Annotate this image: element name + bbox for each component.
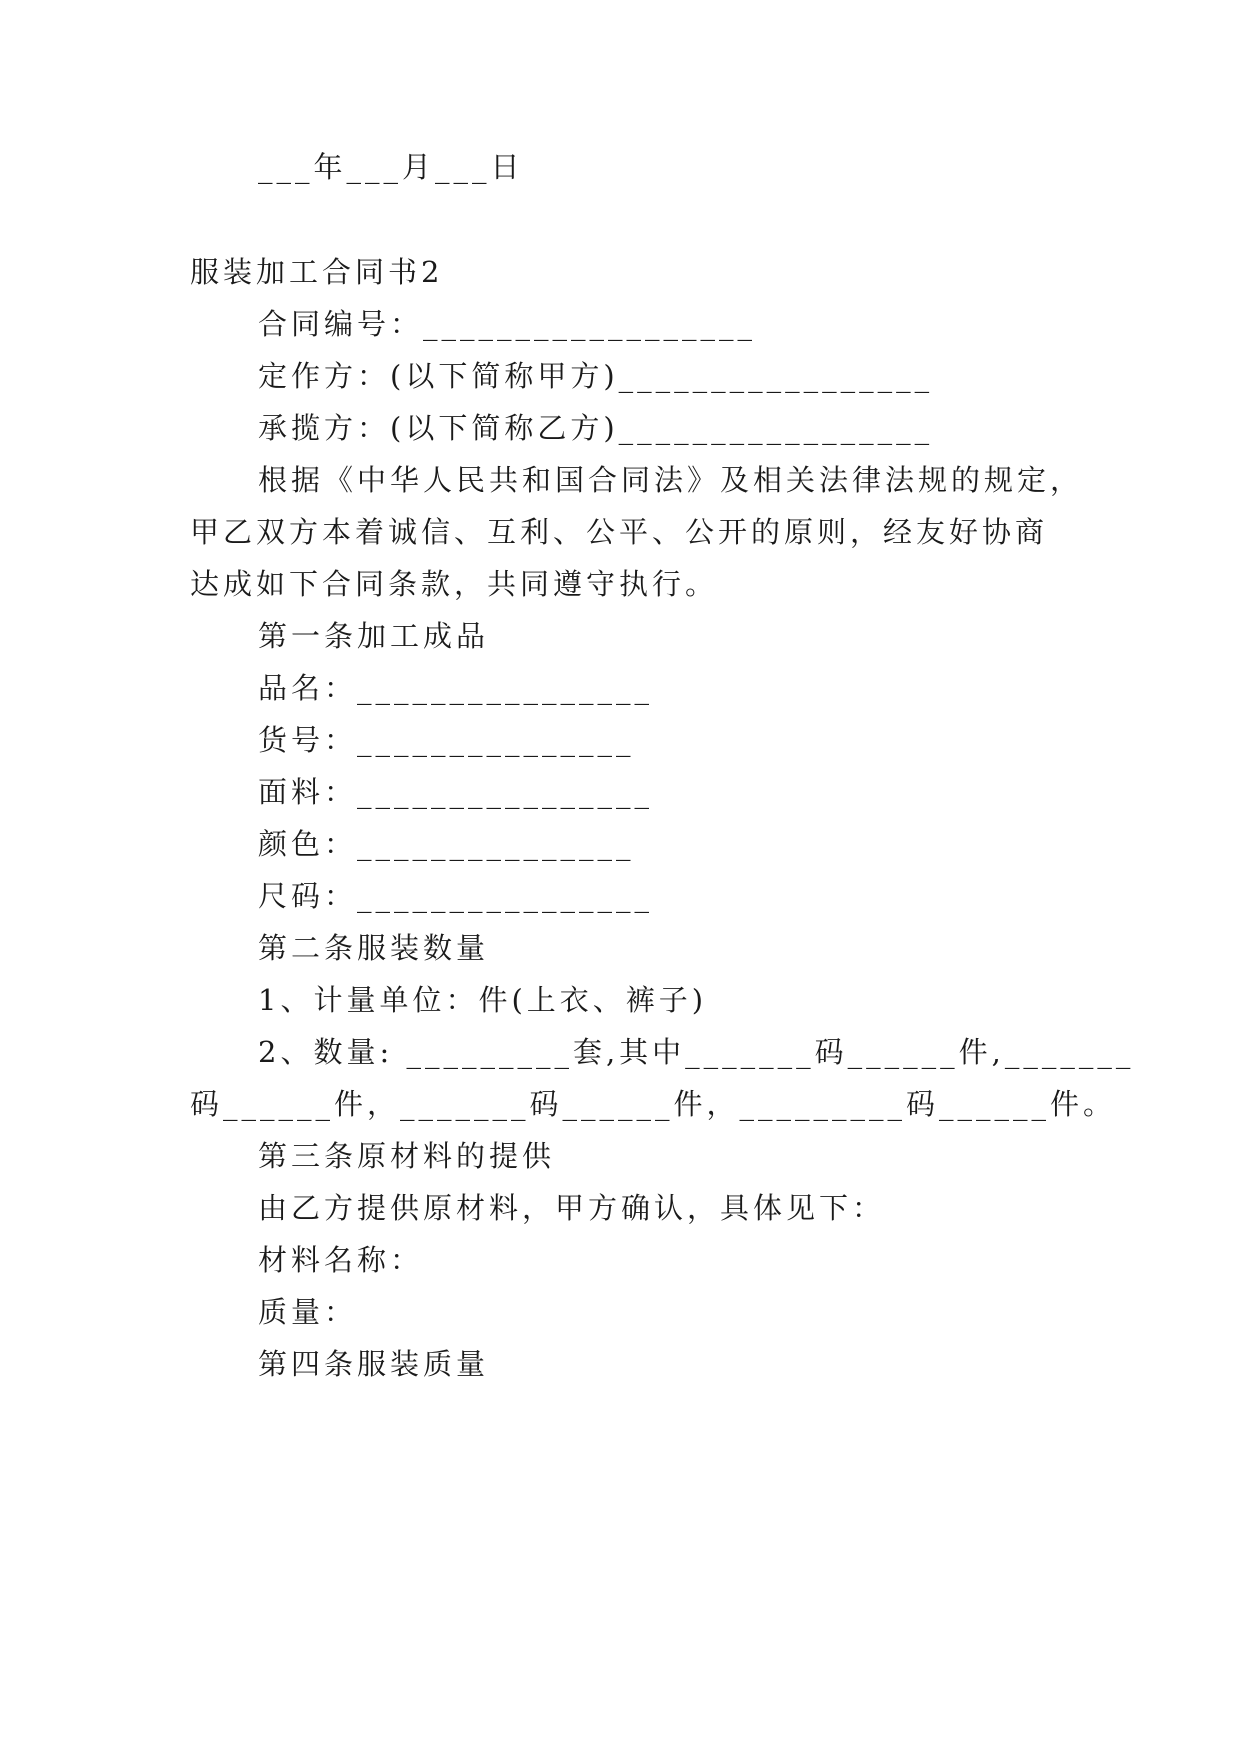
party-b-line: 承揽方：(以下简称乙方)_________________ bbox=[258, 411, 934, 445]
material-name-field: 材料名称： bbox=[258, 1243, 424, 1277]
size-field: 尺码：________________ bbox=[258, 879, 654, 913]
item-number-field: 货号：_______________ bbox=[258, 723, 635, 757]
quantity-line-2: 码______件，_______码______件，_________码______件。 bbox=[190, 1087, 1117, 1121]
document-title: 服装加工合同书2 bbox=[190, 255, 444, 289]
materials-intro: 由乙方提供原材料，甲方确认，具体见下： bbox=[258, 1191, 886, 1225]
article-2-heading: 第二条服装数量 bbox=[258, 931, 490, 965]
quality-field: 质量： bbox=[258, 1295, 358, 1329]
date-line: ___年___月___日 bbox=[258, 150, 524, 184]
preamble-line-2: 甲乙双方本着诚信、互利、公平、公开的原则，经友好协商 bbox=[190, 515, 1049, 549]
article-3-heading: 第三条原材料的提供 bbox=[258, 1139, 556, 1173]
preamble-line-3: 达成如下合同条款，共同遵守执行。 bbox=[190, 567, 719, 601]
quantity-line-1: 2、数量: _________套,其中_______码______件,_______ bbox=[258, 1035, 1135, 1069]
article-4-heading: 第四条服装质量 bbox=[258, 1347, 490, 1381]
party-a-line: 定作方：(以下简称甲方)_________________ bbox=[258, 359, 934, 393]
preamble-line-1: 根据《中华人民共和国合同法》及相关法律法规的规定， bbox=[258, 463, 1084, 497]
article-1-heading: 第一条加工成品 bbox=[258, 619, 490, 653]
unit-line: 1、计量单位：件(上衣、裤子) bbox=[258, 983, 708, 1017]
contract-number: 合同编号：__________________ bbox=[258, 307, 757, 341]
color-field: 颜色：_______________ bbox=[258, 827, 635, 861]
product-name-field: 品名：________________ bbox=[258, 671, 654, 705]
fabric-field: 面料：________________ bbox=[258, 775, 654, 809]
